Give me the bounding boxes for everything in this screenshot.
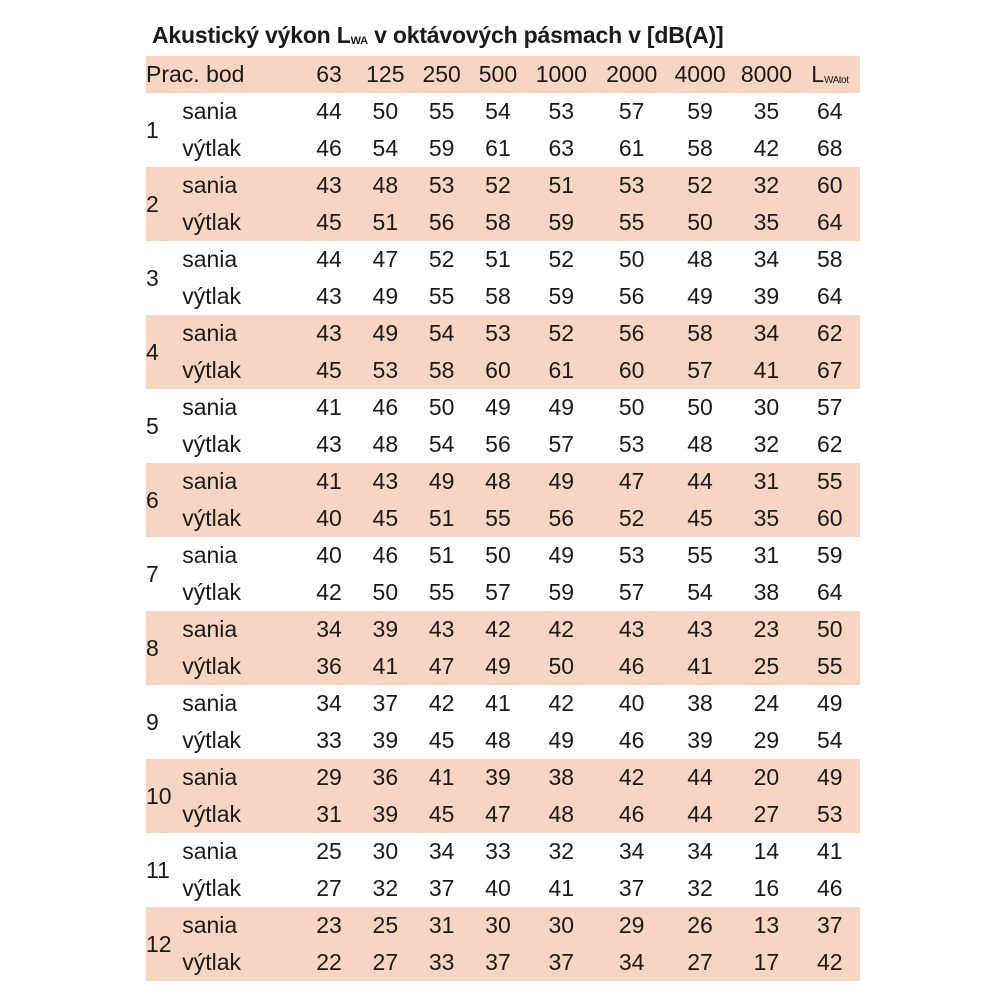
band-value-cell: 54 — [687, 579, 713, 605]
total-value-cell: 68 — [817, 135, 843, 161]
band-value-cell: 34 — [428, 838, 455, 864]
title-rest: v oktávových pásmach v [dB(A)] — [367, 22, 724, 48]
band-value-cell: 51 — [428, 542, 455, 568]
band-value-cell: 38 — [548, 764, 575, 790]
band-value-cell: 32 — [548, 838, 575, 864]
band-value-cell: 49 — [548, 468, 575, 494]
band-value-cell: 46 — [372, 542, 399, 568]
band-value-cell: 42 — [316, 579, 342, 605]
band-value-cell: 44 — [316, 246, 342, 272]
band-value-cell: 46 — [316, 135, 342, 161]
band-value-cell: 14 — [753, 838, 780, 864]
band-value-cell: 55 — [428, 579, 455, 605]
band-value-cell: 36 — [372, 764, 399, 790]
table-row — [146, 722, 860, 759]
band-value-cell: 49 — [372, 283, 399, 309]
band-value-cell: 57 — [618, 579, 645, 605]
band-value-cell: 29 — [618, 912, 645, 938]
total-value-cell: 55 — [817, 468, 843, 494]
band-value-cell: 41 — [753, 357, 780, 383]
band-value-cell: 49 — [548, 727, 575, 753]
table-row — [146, 574, 860, 611]
band-value-cell: 50 — [485, 542, 511, 568]
band-value-cell: 44 — [687, 801, 713, 827]
table-row — [146, 278, 860, 315]
band-value-cell: 59 — [548, 283, 575, 309]
band-value-cell: 53 — [618, 172, 645, 198]
band-value-cell: 49 — [548, 542, 575, 568]
band-value-cell: 27 — [372, 949, 399, 975]
operating-point-number: 9 — [146, 708, 159, 735]
band-value-cell: 47 — [485, 801, 511, 827]
band-value-cell: 44 — [316, 98, 342, 124]
band-value-cell: 56 — [428, 209, 455, 235]
band-value-cell: 48 — [485, 727, 511, 753]
band-value-cell: 51 — [485, 246, 511, 272]
band-value-cell: 41 — [316, 468, 342, 494]
table-row — [146, 611, 860, 648]
band-value-cell: 55 — [618, 209, 645, 235]
band-value-cell: 60 — [618, 357, 645, 383]
band-value-cell: 40 — [316, 542, 342, 568]
band-value-cell: 17 — [753, 949, 780, 975]
row-label-sania: sania — [182, 320, 238, 346]
table-row — [146, 870, 860, 907]
band-value-cell: 59 — [428, 135, 455, 161]
total-value-cell: 64 — [817, 209, 843, 235]
header-prac-bod: Prac. bod — [146, 61, 245, 87]
band-value-cell: 47 — [428, 653, 455, 679]
band-value-cell: 34 — [618, 838, 645, 864]
row-label-vytlak: výtlak — [182, 505, 241, 531]
band-value-cell: 52 — [618, 505, 645, 531]
total-value-cell: 49 — [817, 764, 843, 790]
band-value-cell: 40 — [485, 875, 511, 901]
band-value-cell: 56 — [618, 283, 645, 309]
band-value-cell: 41 — [372, 653, 399, 679]
band-value-cell: 44 — [687, 468, 713, 494]
band-value-cell: 34 — [316, 690, 342, 716]
band-value-cell: 57 — [485, 579, 511, 605]
band-value-cell: 32 — [753, 431, 780, 457]
operating-point-number: 2 — [146, 190, 159, 217]
band-value-cell: 57 — [687, 357, 713, 383]
row-label-vytlak: výtlak — [182, 727, 241, 753]
band-value-cell: 50 — [687, 394, 713, 420]
header-total — [800, 56, 860, 93]
table-row — [146, 93, 860, 130]
band-value-cell: 49 — [372, 320, 399, 346]
band-value-cell: 37 — [485, 949, 511, 975]
band-value-cell: 42 — [428, 690, 455, 716]
band-value-cell: 25 — [316, 838, 342, 864]
row-label-sania: sania — [182, 394, 238, 420]
band-value-cell: 33 — [428, 949, 455, 975]
band-value-cell: 43 — [316, 172, 342, 198]
band-value-cell: 39 — [485, 764, 511, 790]
band-value-cell: 47 — [618, 468, 645, 494]
table-row — [146, 944, 860, 981]
operating-point-number: 3 — [146, 264, 159, 291]
band-value-cell: 50 — [687, 209, 713, 235]
header-band: 8000 — [740, 61, 793, 87]
band-value-cell: 45 — [316, 357, 342, 383]
band-value-cell: 50 — [428, 394, 455, 420]
band-value-cell: 31 — [753, 468, 780, 494]
operating-point-number: 5 — [146, 412, 159, 439]
band-value-cell: 37 — [618, 875, 645, 901]
band-value-cell: 36 — [316, 653, 342, 679]
row-label-sania: sania — [182, 468, 238, 494]
table-row — [146, 463, 860, 500]
band-value-cell: 46 — [618, 801, 645, 827]
band-value-cell: 37 — [372, 690, 399, 716]
band-value-cell: 56 — [548, 505, 575, 531]
band-value-cell: 48 — [372, 172, 399, 198]
band-value-cell: 52 — [687, 172, 713, 198]
total-value-cell: 64 — [817, 283, 843, 309]
band-value-cell: 39 — [372, 616, 399, 642]
table-title — [152, 22, 723, 49]
band-value-cell: 61 — [485, 135, 511, 161]
band-value-cell: 48 — [485, 468, 511, 494]
acoustic-power-table — [146, 56, 860, 981]
table-row — [146, 759, 860, 796]
row-label-sania: sania — [182, 616, 238, 642]
band-value-cell: 30 — [753, 394, 780, 420]
band-value-cell: 34 — [753, 246, 780, 272]
band-value-cell: 50 — [372, 579, 399, 605]
total-value-cell: 62 — [817, 320, 843, 346]
band-value-cell: 48 — [687, 246, 713, 272]
band-value-cell: 34 — [753, 320, 780, 346]
band-value-cell: 58 — [428, 357, 455, 383]
row-label-sania: sania — [182, 246, 238, 272]
header-band: 1000 — [535, 61, 587, 87]
total-value-cell: 64 — [817, 579, 843, 605]
header-band: 2000 — [606, 61, 658, 87]
row-label-sania: sania — [182, 912, 238, 938]
band-value-cell: 49 — [485, 653, 511, 679]
band-value-cell: 60 — [485, 357, 511, 383]
table-row — [146, 907, 860, 944]
table-row — [146, 796, 860, 833]
band-value-cell: 34 — [316, 616, 342, 642]
total-value-cell: 59 — [817, 542, 843, 568]
band-value-cell: 27 — [753, 801, 780, 827]
band-value-cell: 42 — [753, 135, 780, 161]
band-value-cell: 45 — [687, 505, 713, 531]
band-value-cell: 43 — [316, 283, 342, 309]
table-row — [146, 241, 860, 278]
header-band: 63 — [316, 61, 342, 87]
band-value-cell: 44 — [687, 764, 713, 790]
band-value-cell: 35 — [753, 98, 780, 124]
band-value-cell: 41 — [428, 764, 455, 790]
band-value-cell: 43 — [428, 616, 455, 642]
band-value-cell: 23 — [753, 616, 780, 642]
band-value-cell: 52 — [548, 320, 575, 346]
band-value-cell: 55 — [485, 505, 511, 531]
band-value-cell: 54 — [428, 320, 455, 346]
band-value-cell: 56 — [485, 431, 511, 457]
band-value-cell: 45 — [372, 505, 399, 531]
band-value-cell: 13 — [753, 912, 780, 938]
band-value-cell: 63 — [548, 135, 575, 161]
band-value-cell: 59 — [687, 98, 713, 124]
table-row — [146, 352, 860, 389]
row-label-vytlak: výtlak — [182, 431, 241, 457]
row-label-sania: sania — [182, 542, 238, 568]
band-value-cell: 39 — [687, 727, 713, 753]
row-label-sania: sania — [182, 172, 238, 198]
band-value-cell: 58 — [485, 283, 511, 309]
band-value-cell: 27 — [687, 949, 713, 975]
band-value-cell: 53 — [485, 320, 511, 346]
band-value-cell: 16 — [753, 875, 780, 901]
header-band: 500 — [478, 61, 518, 87]
row-label-vytlak: výtlak — [182, 209, 241, 235]
band-value-cell: 61 — [548, 357, 575, 383]
band-value-cell: 43 — [687, 616, 713, 642]
band-value-cell: 53 — [428, 172, 455, 198]
band-value-cell: 50 — [618, 246, 645, 272]
band-value-cell: 61 — [618, 135, 645, 161]
band-value-cell: 58 — [687, 135, 713, 161]
band-value-cell: 57 — [548, 431, 575, 457]
band-value-cell: 55 — [428, 98, 455, 124]
table-row — [146, 426, 860, 463]
table-row — [146, 833, 860, 870]
row-label-vytlak: výtlak — [182, 949, 241, 975]
total-value-cell: 46 — [817, 875, 843, 901]
band-value-cell: 49 — [428, 468, 455, 494]
table-row — [146, 130, 860, 167]
band-value-cell: 41 — [485, 690, 511, 716]
total-value-cell: 37 — [817, 912, 843, 938]
row-label-vytlak: výtlak — [182, 653, 241, 679]
total-value-cell: 53 — [817, 801, 843, 827]
band-value-cell: 32 — [753, 172, 780, 198]
total-value-cell: 54 — [817, 727, 843, 753]
band-value-cell: 43 — [372, 468, 399, 494]
row-label-sania: sania — [182, 690, 238, 716]
band-value-cell: 34 — [618, 949, 645, 975]
band-value-cell: 31 — [753, 542, 780, 568]
band-value-cell: 42 — [618, 764, 645, 790]
band-value-cell: 51 — [548, 172, 575, 198]
band-value-cell: 43 — [316, 431, 342, 457]
band-value-cell: 40 — [618, 690, 645, 716]
band-value-cell: 42 — [485, 616, 511, 642]
band-value-cell: 46 — [618, 653, 645, 679]
band-value-cell: 50 — [372, 98, 399, 124]
row-label-vytlak: výtlak — [182, 579, 241, 605]
band-value-cell: 32 — [372, 875, 399, 901]
operating-point-number: 8 — [146, 634, 159, 661]
header-band: 250 — [422, 61, 461, 87]
band-value-cell: 33 — [485, 838, 511, 864]
band-value-cell: 45 — [316, 209, 342, 235]
band-value-cell: 24 — [753, 690, 780, 716]
total-value-cell: 50 — [817, 616, 843, 642]
band-value-cell: 51 — [372, 209, 399, 235]
band-value-cell: 39 — [372, 727, 399, 753]
band-value-cell: 48 — [548, 801, 575, 827]
band-value-cell: 41 — [687, 653, 713, 679]
band-value-cell: 34 — [687, 838, 713, 864]
table-row — [146, 167, 860, 204]
total-value-cell: 60 — [817, 172, 843, 198]
operating-point-number: 12 — [146, 930, 172, 957]
band-value-cell: 29 — [753, 727, 780, 753]
band-value-cell: 45 — [428, 727, 455, 753]
band-value-cell: 37 — [548, 949, 575, 975]
band-value-cell: 46 — [372, 394, 399, 420]
band-value-cell: 47 — [372, 246, 399, 272]
band-value-cell: 49 — [548, 394, 575, 420]
band-value-cell: 30 — [548, 912, 575, 938]
band-value-cell: 52 — [428, 246, 455, 272]
band-value-cell: 58 — [687, 320, 713, 346]
band-value-cell: 53 — [372, 357, 399, 383]
band-value-cell: 23 — [316, 912, 342, 938]
band-value-cell: 56 — [618, 320, 645, 346]
total-value-cell: 58 — [817, 246, 843, 272]
band-value-cell: 58 — [485, 209, 511, 235]
band-value-cell: 52 — [485, 172, 511, 198]
total-value-cell: 55 — [817, 653, 843, 679]
band-value-cell: 22 — [316, 949, 342, 975]
band-value-cell: 43 — [316, 320, 342, 346]
band-value-cell: 39 — [753, 283, 780, 309]
table-row — [146, 537, 860, 574]
band-value-cell: 40 — [316, 505, 342, 531]
band-value-cell: 48 — [687, 431, 713, 457]
band-value-cell: 53 — [618, 542, 645, 568]
band-value-cell: 41 — [316, 394, 342, 420]
band-value-cell: 42 — [548, 690, 575, 716]
band-value-cell: 53 — [548, 98, 575, 124]
band-value-cell: 30 — [485, 912, 511, 938]
table-row — [146, 685, 860, 722]
band-value-cell: 26 — [687, 912, 713, 938]
band-value-cell: 43 — [618, 616, 645, 642]
table-body — [146, 93, 860, 981]
band-value-cell: 30 — [372, 838, 399, 864]
title-main: Akustický výkon L — [152, 22, 351, 48]
band-value-cell: 38 — [753, 579, 780, 605]
total-value-cell: 60 — [817, 505, 843, 531]
table-row — [146, 315, 860, 352]
header-band: 4000 — [674, 61, 726, 87]
row-label-vytlak: výtlak — [182, 875, 241, 901]
band-value-cell: 37 — [428, 875, 455, 901]
band-value-cell: 46 — [618, 727, 645, 753]
row-label-vytlak: výtlak — [182, 135, 241, 161]
band-value-cell: 53 — [618, 431, 645, 457]
band-value-cell: 52 — [548, 246, 575, 272]
band-value-cell: 27 — [316, 875, 342, 901]
band-value-cell: 41 — [548, 875, 575, 901]
row-label-vytlak: výtlak — [182, 283, 241, 309]
band-value-cell: 33 — [316, 727, 342, 753]
row-label-vytlak: výtlak — [182, 801, 241, 827]
header-band: 125 — [366, 61, 405, 87]
total-value-cell: 42 — [817, 949, 843, 975]
table-row — [146, 204, 860, 241]
band-value-cell: 35 — [753, 505, 780, 531]
band-value-cell: 49 — [687, 283, 713, 309]
band-value-cell: 31 — [428, 912, 455, 938]
header-total-main: L — [811, 61, 825, 87]
total-value-cell: 49 — [817, 690, 843, 716]
header-row — [146, 56, 860, 93]
total-value-cell: 64 — [817, 98, 843, 124]
table-row — [146, 389, 860, 426]
row-label-sania: sania — [182, 98, 238, 124]
band-value-cell: 57 — [618, 98, 645, 124]
band-value-cell: 39 — [372, 801, 399, 827]
band-value-cell: 32 — [687, 875, 713, 901]
operating-point-number: 1 — [146, 116, 159, 143]
row-label-vytlak: výtlak — [182, 357, 241, 383]
row-label-sania: sania — [182, 838, 238, 864]
band-value-cell: 54 — [485, 98, 511, 124]
band-value-cell: 50 — [548, 653, 575, 679]
band-value-cell: 54 — [372, 135, 399, 161]
band-value-cell: 38 — [687, 690, 713, 716]
operating-point-number: 10 — [146, 782, 172, 809]
operating-point-number: 11 — [146, 856, 170, 883]
total-value-cell: 62 — [817, 431, 843, 457]
band-value-cell: 50 — [618, 394, 645, 420]
table-row — [146, 648, 860, 685]
band-value-cell: 42 — [548, 616, 575, 642]
table-row — [146, 500, 860, 537]
band-value-cell: 54 — [428, 431, 455, 457]
row-label-sania: sania — [182, 764, 238, 790]
title-subscript: WA — [350, 35, 368, 47]
total-value-cell: 67 — [817, 357, 843, 383]
total-value-cell: 41 — [817, 838, 843, 864]
band-value-cell: 35 — [753, 209, 780, 235]
band-value-cell: 49 — [485, 394, 511, 420]
band-value-cell: 59 — [548, 579, 575, 605]
band-value-cell: 55 — [428, 283, 455, 309]
total-value-cell: 57 — [817, 394, 843, 420]
band-value-cell: 59 — [548, 209, 575, 235]
band-value-cell: 25 — [753, 653, 780, 679]
operating-point-number: 4 — [146, 338, 159, 365]
operating-point-number: 7 — [146, 560, 159, 587]
operating-point-number: 6 — [146, 486, 159, 513]
band-value-cell: 51 — [428, 505, 455, 531]
band-value-cell: 20 — [753, 764, 780, 790]
band-value-cell: 31 — [316, 801, 342, 827]
header-total-sub: WAtot — [824, 75, 849, 86]
band-value-cell: 45 — [428, 801, 455, 827]
band-value-cell: 29 — [316, 764, 342, 790]
band-value-cell: 48 — [372, 431, 399, 457]
band-value-cell: 55 — [687, 542, 713, 568]
band-value-cell: 25 — [372, 912, 399, 938]
